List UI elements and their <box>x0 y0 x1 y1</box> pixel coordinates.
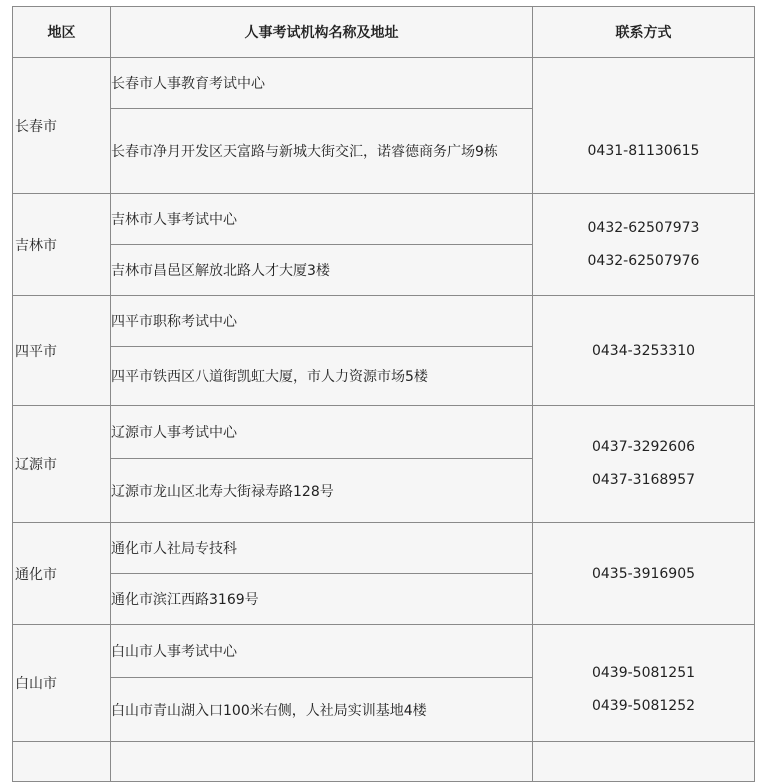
institution-address: 长春市净月开发区天富路与新城大街交汇，诺睿德商务广场9栋 <box>111 109 533 194</box>
contact-cell <box>533 625 755 742</box>
institution-address: 白山市青山湖入口100米右侧，人社局实训基地4楼 <box>111 678 533 742</box>
phone-number: 0439-5081251 <box>591 665 696 681</box>
institution-name: 四平市职称考试中心 <box>111 296 533 347</box>
phone-number: 0431-81130615 <box>587 143 700 159</box>
exam-institution-table <box>12 6 755 782</box>
phone-number: 0435-3916905 <box>591 566 696 582</box>
institution-name: 白山市人事考试中心 <box>111 625 533 678</box>
contact-cell <box>533 296 755 406</box>
phone-number: 0437-3292606 <box>591 439 696 455</box>
institution-address: 吉林市昌邑区解放北路人才大厦3楼 <box>111 245 533 296</box>
institution-address: 通化市滨江西路3169号 <box>111 574 533 625</box>
contact-cell <box>533 742 755 782</box>
institution-name: 吉林市人事考试中心 <box>111 194 533 245</box>
contact-cell <box>533 194 755 296</box>
table-row <box>13 523 755 574</box>
phone-number: 0434-3253310 <box>591 343 696 359</box>
region-cell: 辽源市 <box>13 406 111 523</box>
region-cell: 通化市 <box>13 523 111 625</box>
table-row <box>13 194 755 245</box>
phone-number: 0437-3168957 <box>591 472 696 488</box>
contact-cell <box>533 523 755 625</box>
institution-name: 通化市人社局专技科 <box>111 523 533 574</box>
table-row <box>13 406 755 459</box>
institution-name <box>111 742 533 782</box>
region-cell <box>13 742 111 782</box>
table-row <box>13 296 755 347</box>
region-cell: 四平市 <box>13 296 111 406</box>
header-contact: 联系方式 <box>533 7 755 58</box>
header-region: 地区 <box>13 7 111 58</box>
institution-name: 长春市人事教育考试中心 <box>111 58 533 109</box>
header-institution: 人事考试机构名称及地址 <box>111 7 533 58</box>
phone-number: 0439-5081252 <box>591 698 696 714</box>
phone-number: 0432-62507973 <box>587 219 700 236</box>
phone-number: 0432-62507976 <box>587 252 700 269</box>
table-row <box>13 625 755 678</box>
institution-name: 辽源市人事考试中心 <box>111 406 533 459</box>
institution-address: 辽源市龙山区北寿大街禄寿路128号 <box>111 459 533 523</box>
institution-address: 四平市铁西区八道街凯虹大厦，市人力资源市场5楼 <box>111 347 533 406</box>
contact-cell <box>533 58 755 194</box>
table-row <box>13 58 755 109</box>
region-cell: 吉林市 <box>13 194 111 296</box>
header-row <box>13 7 755 58</box>
region-cell: 长春市 <box>13 58 111 194</box>
region-cell: 白山市 <box>13 625 111 742</box>
table-row <box>13 742 755 782</box>
contact-cell <box>533 406 755 523</box>
